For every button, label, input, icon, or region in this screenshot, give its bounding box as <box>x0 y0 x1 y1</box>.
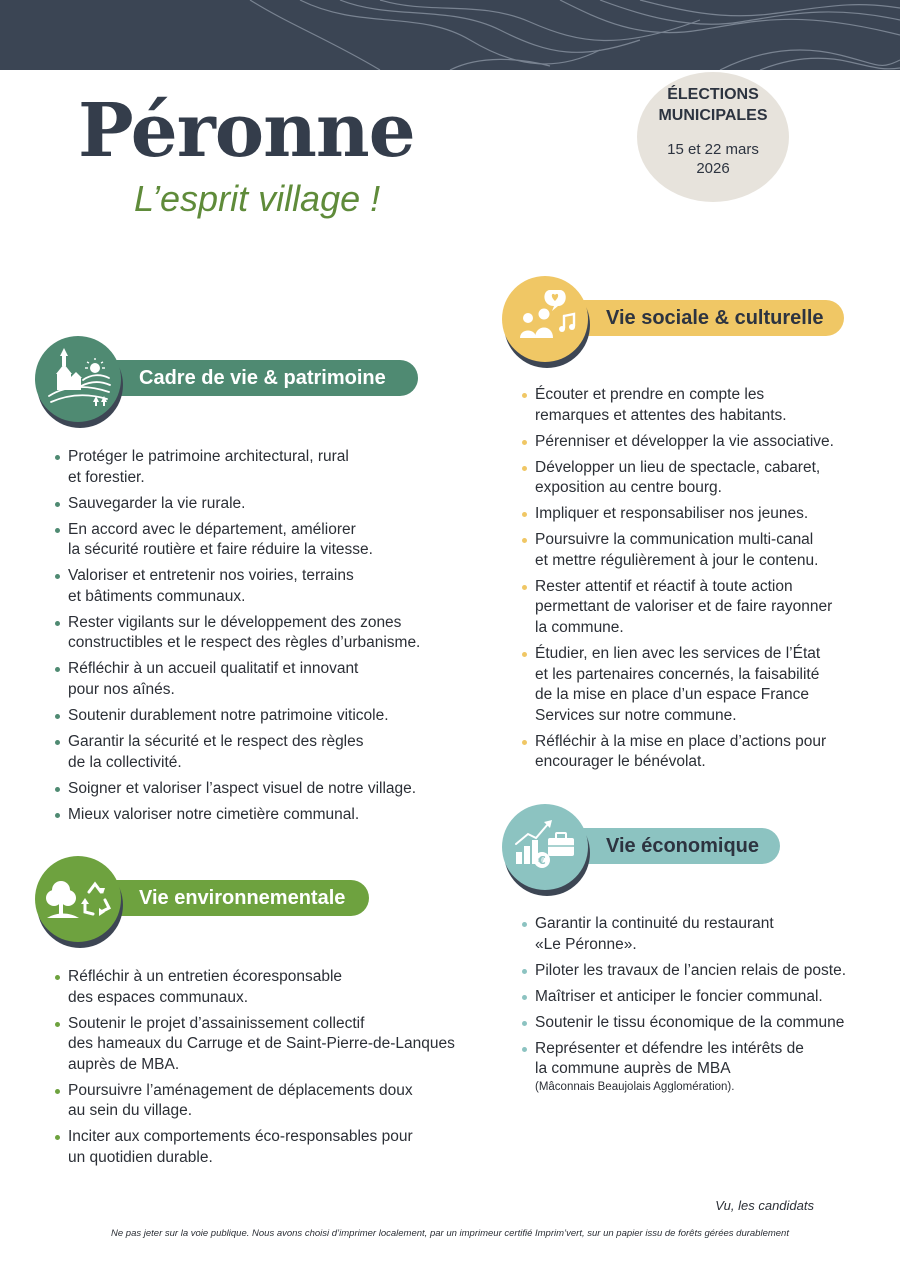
list-item <box>55 447 420 488</box>
list-item-line: Impliquer et responsabiliser nos jeunes. <box>535 505 809 523</box>
list-item-line: Garantir la continuité du restaurant <box>535 915 774 932</box>
list-item-line: la commune. <box>535 618 624 636</box>
list-item-line: au sein du village. <box>68 1102 193 1120</box>
list-item-line: des espaces communaux. <box>68 988 249 1006</box>
list-item <box>522 385 834 426</box>
list-item-line: encourager le bénévolat. <box>535 753 706 771</box>
election-badge <box>637 72 789 202</box>
village-landscape-icon <box>35 336 121 422</box>
list-item <box>522 530 834 571</box>
list-item <box>55 706 420 727</box>
list-item-line: Garantir la sécurité et le respect des règles <box>68 733 364 751</box>
list-item-line: Représenter et défendre les intérêts de <box>535 1039 804 1057</box>
badge-title-line: MUNICIPALES <box>658 107 768 124</box>
svg-text:€: € <box>538 854 546 867</box>
badge-date <box>637 140 789 178</box>
list-item-line: Poursuivre la communication multi-canal <box>535 531 814 549</box>
list-item-line: et forestier. <box>68 468 145 486</box>
footer-notice: Ne pas jeter sur la voie publique. Nous avons choisi d’imprimer localement, par un imprimeur certifié Imprim’vert, sur un papier issu de forêts gérées durablement <box>111 1228 789 1239</box>
list-item-line: Soutenir durablement notre patrimoine viticole. <box>68 707 389 725</box>
list-item-line: Développer un lieu de spectacle, cabaret, <box>535 458 821 476</box>
list-item-line: Rester attentif et réactif à toute action <box>535 577 793 595</box>
list-item <box>55 659 420 700</box>
list-item-line: Soutenir le projet d’assainissement collectif <box>68 1014 365 1032</box>
top-decorative-banner <box>0 0 900 70</box>
list-item-line: de la mise en place d’un espace France <box>535 686 809 704</box>
list-item <box>55 967 455 1008</box>
list-item-line: Mieux valoriser notre cimetière communal. <box>68 805 360 823</box>
list-item-line: des hameaux du Carruge et de Saint-Pierre-de-Lanques <box>68 1035 455 1053</box>
list-item-line: pour nos aînés. <box>68 680 175 698</box>
list-item-note: (Mâconnais Beaujolais Agglomération). <box>535 1080 735 1093</box>
list-item-line: exposition au centre bourg. <box>535 479 722 497</box>
section-title-pill: Cadre de vie & patrimoine <box>75 360 418 396</box>
list-item-line: En accord avec le département, améliorer <box>68 520 356 538</box>
list-item <box>55 1014 455 1076</box>
list-item <box>55 566 420 607</box>
section-title-pill: Vie sociale & culturelle <box>542 300 844 336</box>
list-item-line: «Le Péronne». <box>535 935 637 953</box>
list-item <box>55 732 420 773</box>
list-item <box>522 1013 846 1034</box>
list-item-line: permettant de valoriser et de faire rayonner <box>535 598 833 616</box>
list-item <box>522 961 846 982</box>
list-eco <box>522 914 846 1100</box>
list-item <box>522 577 834 639</box>
list-item-line: Pérenniser et développer la vie associative. <box>535 432 834 450</box>
list-item <box>55 613 420 654</box>
list-item-line: un quotidien durable. <box>68 1148 213 1166</box>
list-item-line: Sauvegarder la vie rurale. <box>68 494 246 512</box>
list-item-line: Protéger le patrimoine architectural, rural <box>68 448 349 465</box>
list-item-line: remarques et attentes des habitants. <box>535 406 787 424</box>
list-item <box>55 805 420 826</box>
list-item-line: constructibles et le respect des règles d’urbanisme. <box>68 634 421 652</box>
list-item <box>55 1127 455 1168</box>
list-item-line: Rester vigilants sur le développement des zones <box>68 613 402 631</box>
list-item-line: auprès de MBA. <box>68 1055 180 1073</box>
chart-briefcase-euro-icon <box>502 804 588 890</box>
list-item-line: la commune auprès de MBA <box>535 1060 731 1078</box>
signature: Vu, les candidats <box>715 1198 814 1213</box>
list-item <box>55 1081 455 1122</box>
list-item-line: Poursuivre l’aménagement de déplacements doux <box>68 1081 413 1099</box>
list-item-line: et les partenaires concernés, la faisabilité <box>535 665 820 683</box>
topographic-lines-pattern <box>0 0 900 70</box>
list-item-line: de la collectivité. <box>68 753 182 771</box>
page-title: Péronne <box>78 88 415 174</box>
list-item <box>522 432 834 453</box>
badge-date-line: 2026 <box>696 160 730 177</box>
list-env <box>55 967 455 1174</box>
list-item-line: Réfléchir à la mise en place d’actions pour <box>535 732 827 750</box>
list-item-line: Inciter aux comportements éco-responsables pour <box>68 1128 413 1146</box>
list-item <box>522 504 834 525</box>
list-item-line: Valoriser et entretenir nos voiries, terrains <box>68 567 354 585</box>
section-title-pill: Vie environnementale <box>75 880 369 916</box>
list-item <box>55 779 420 800</box>
badge-title <box>637 84 789 126</box>
list-item-line: Étudier, en lien avec les services de l’État <box>535 645 821 663</box>
list-item <box>55 494 420 515</box>
list-item-line: et bâtiments communaux. <box>68 587 246 605</box>
list-item-line: Maîtriser et anticiper le foncier communal. <box>535 987 823 1005</box>
list-item-line: Réfléchir à un accueil qualitatif et innovant <box>68 660 359 678</box>
list-cadre <box>55 447 420 831</box>
list-item <box>522 1039 846 1095</box>
section-title-pill: Vie économique <box>542 828 780 864</box>
list-item <box>522 458 834 499</box>
list-item <box>522 914 846 955</box>
list-item-line: et mettre régulièrement à jour le contenu. <box>535 551 819 569</box>
list-item <box>522 732 834 773</box>
list-item <box>55 520 420 561</box>
list-item-line: Écouter et prendre en compte les <box>535 386 765 403</box>
badge-title-line: ÉLECTIONS <box>667 86 759 103</box>
list-item-line: Piloter les travaux de l’ancien relais de poste. <box>535 961 847 979</box>
list-social <box>522 385 834 778</box>
list-item <box>522 644 834 726</box>
tree-recycle-icon <box>35 856 121 942</box>
slogan: L’esprit village ! <box>134 178 381 219</box>
list-item <box>522 987 846 1008</box>
list-item-line: Soutenir le tissu économique de la commune <box>535 1013 845 1031</box>
people-music-icon <box>502 276 588 362</box>
list-item-line: la sécurité routière et faire réduire la vitesse. <box>68 541 373 559</box>
list-item-line: Réfléchir à un entretien écoresponsable <box>68 968 343 985</box>
list-item-line: Services sur notre commune. <box>535 706 737 724</box>
list-item-line: Soigner et valoriser l’aspect visuel de notre village. <box>68 779 417 797</box>
badge-date-line: 15 et 22 mars <box>667 141 759 158</box>
brand-block <box>78 88 415 219</box>
